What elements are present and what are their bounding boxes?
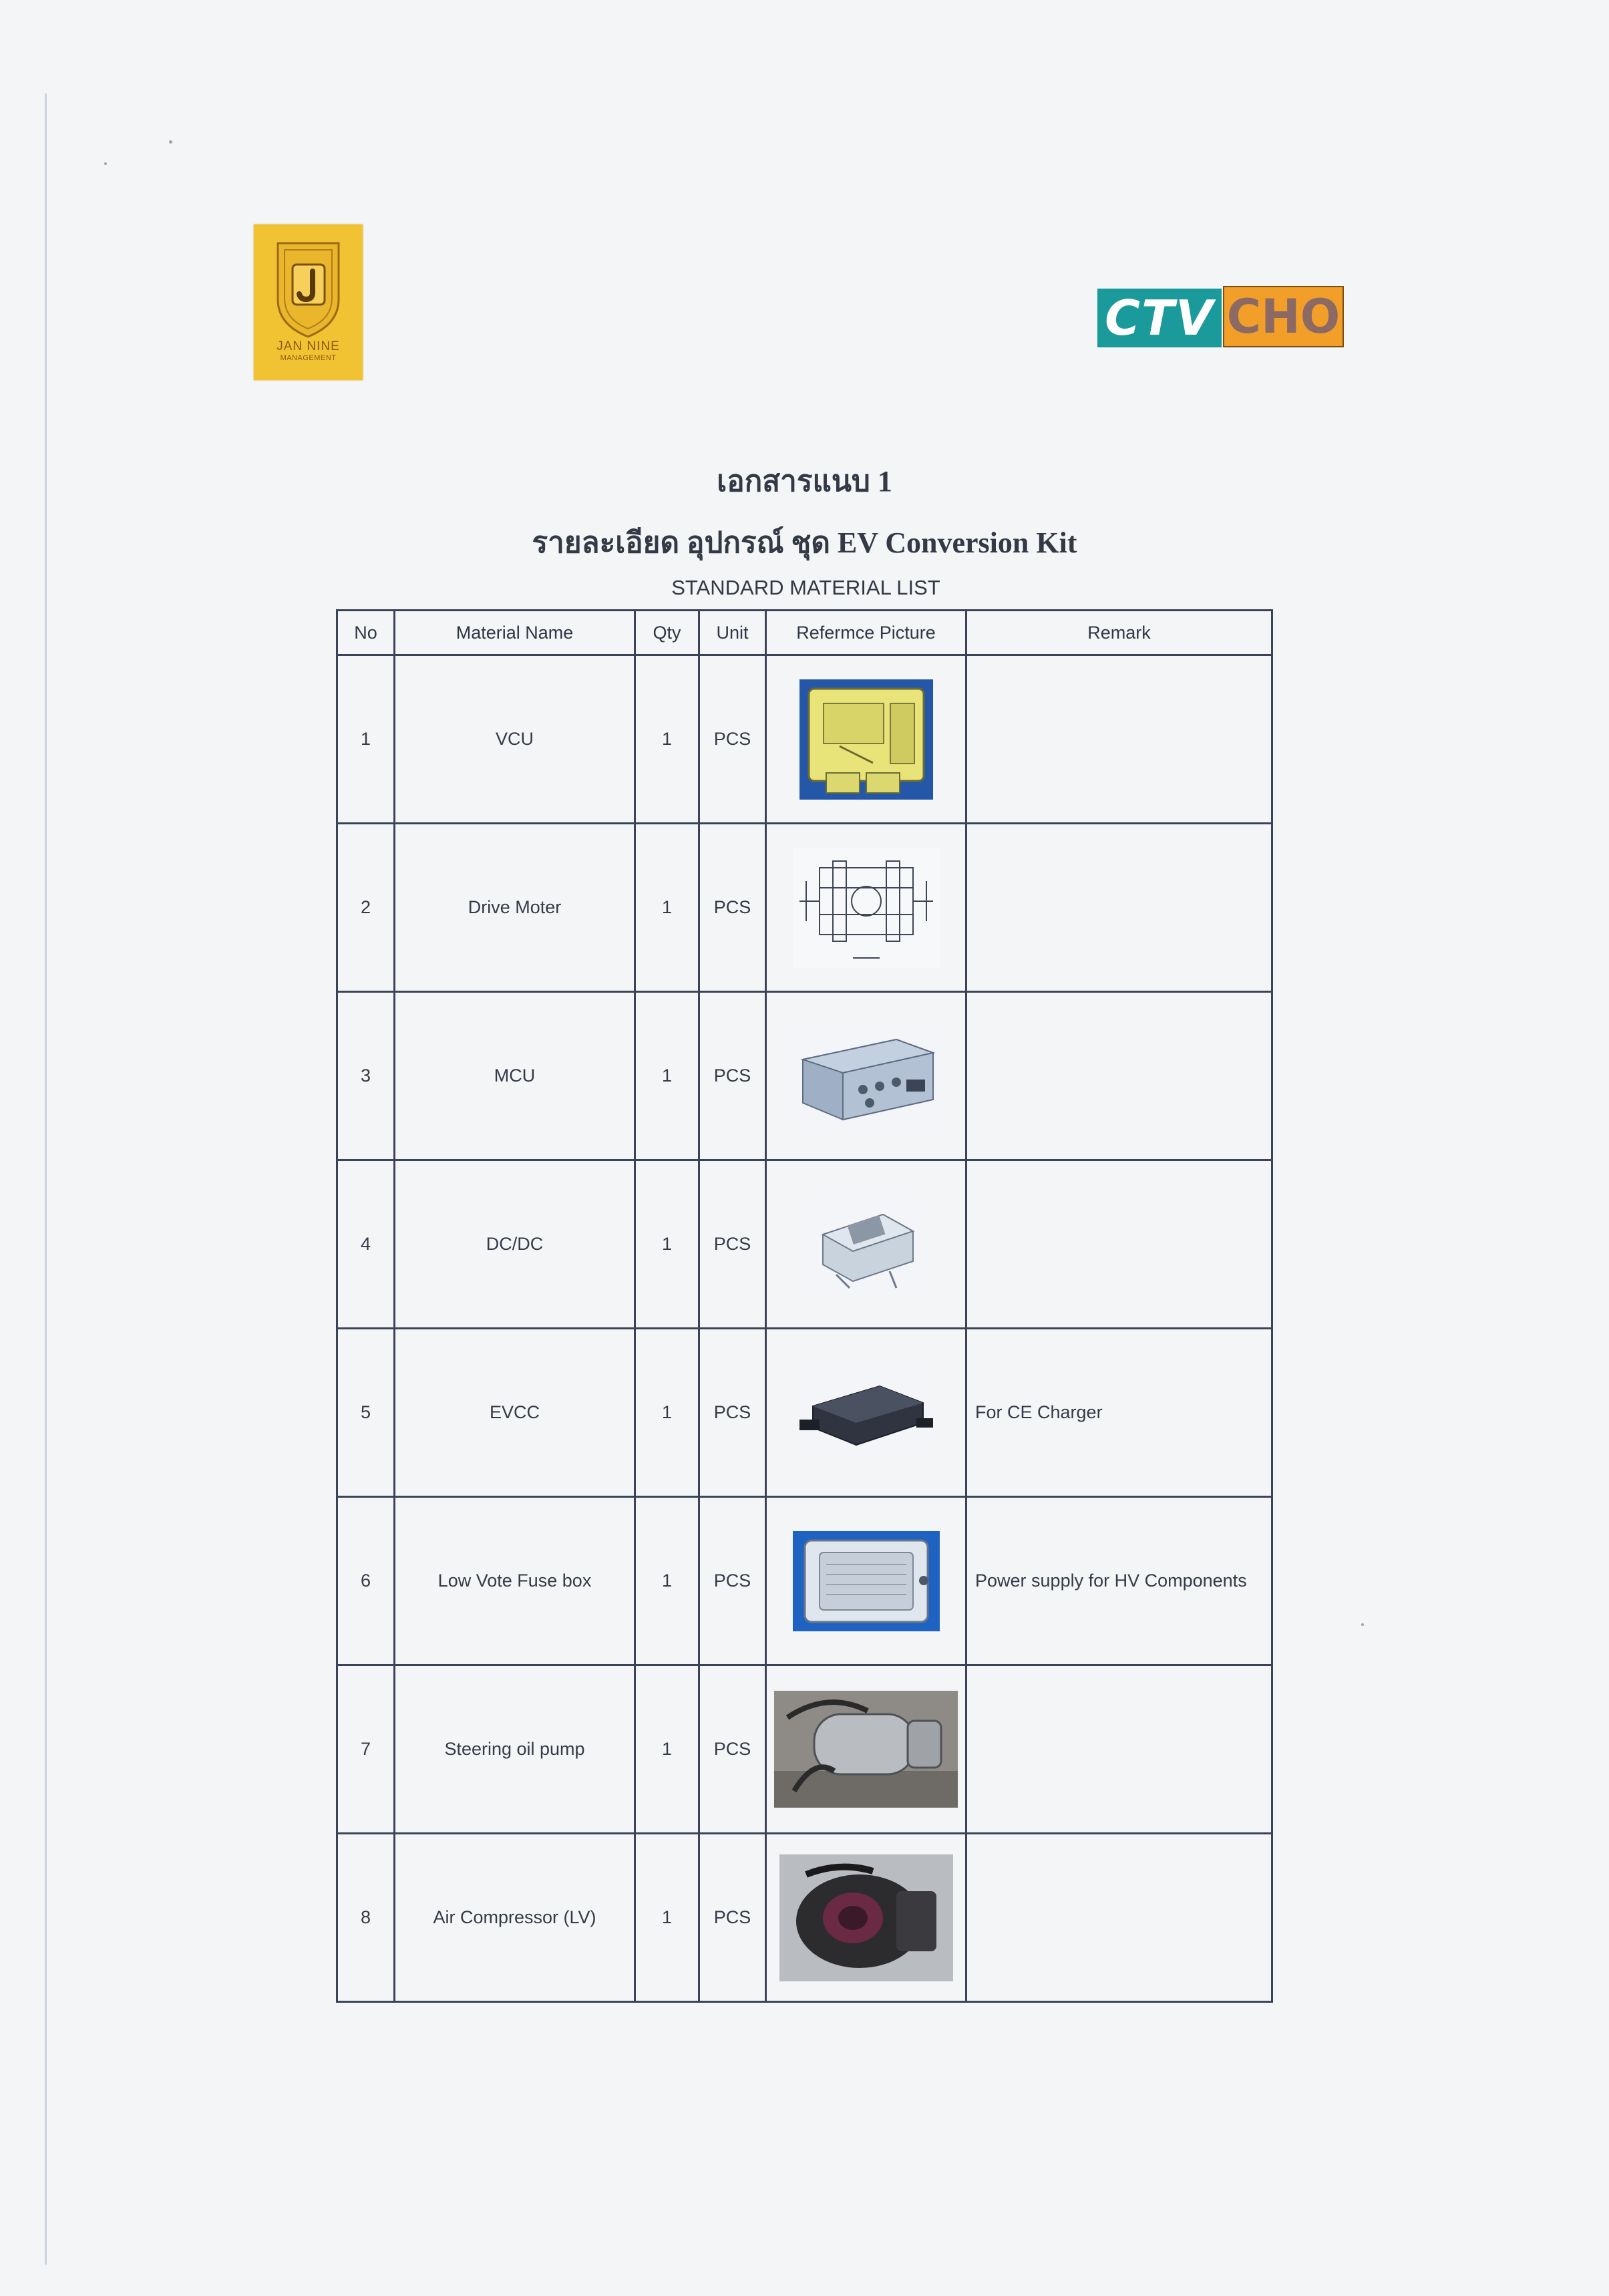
cell-qty: 1 xyxy=(635,1497,699,1665)
cell-unit: PCS xyxy=(699,1160,766,1329)
cell-qty: 1 xyxy=(635,1160,699,1329)
column-header-qty: Qty xyxy=(635,611,699,655)
table-row xyxy=(337,992,1272,1160)
document-title: เอกสารแนบ 1 xyxy=(717,465,892,498)
table-row xyxy=(337,1665,1272,1834)
cell-picture xyxy=(766,824,966,992)
document-heading: รายละเอียด อุปกรณ์ ชุด EV Conversion Kit xyxy=(532,526,1077,559)
cell-picture xyxy=(766,655,966,824)
cell-qty: 1 xyxy=(635,655,699,824)
column-header-material-name: Material Name xyxy=(395,611,635,655)
cell-no: 2 xyxy=(337,824,395,992)
cell-material-name: MCU xyxy=(395,992,635,1160)
table-row xyxy=(337,1834,1272,2002)
drive-motor-drawing xyxy=(793,848,940,968)
column-header-remark: Remark xyxy=(966,611,1272,655)
jan-nine-management-logo xyxy=(254,224,363,380)
dcdc-photo xyxy=(810,1194,923,1295)
cell-material-name: VCU xyxy=(395,655,635,824)
logo-text-jan-nine: JAN NINE xyxy=(277,339,340,353)
cell-unit: PCS xyxy=(699,992,766,1160)
cell-remark: For CE Charger xyxy=(966,1329,1272,1497)
cell-material-name: Air Compressor (LV) xyxy=(395,1834,635,2002)
cell-unit: PCS xyxy=(699,1665,766,1834)
cell-no: 7 xyxy=(337,1665,395,1834)
cell-unit: PCS xyxy=(699,1834,766,2002)
column-header-reference-picture: Refermce Picture xyxy=(766,611,966,655)
cell-no: 4 xyxy=(337,1160,395,1329)
cell-picture xyxy=(766,1160,966,1329)
evcc-photo xyxy=(799,1366,933,1460)
cell-remark xyxy=(966,1160,1272,1329)
table-row xyxy=(337,1329,1272,1497)
scan-speck xyxy=(169,140,172,144)
scan-speck xyxy=(104,162,107,165)
fuse-box-photo xyxy=(793,1531,940,1631)
table-row xyxy=(337,1497,1272,1665)
cell-no: 6 xyxy=(337,1497,395,1665)
cell-qty: 1 xyxy=(635,1329,699,1497)
cell-remark xyxy=(966,655,1272,824)
material-list-table xyxy=(336,609,1273,2003)
mcu-photo xyxy=(789,1026,943,1126)
table-row xyxy=(337,655,1272,824)
cell-material-name: Steering oil pump xyxy=(395,1665,635,1834)
air-compressor-photo xyxy=(779,1854,953,1981)
cell-qty: 1 xyxy=(635,992,699,1160)
cell-remark xyxy=(966,824,1272,992)
cell-no: 3 xyxy=(337,992,395,1160)
ctv-cho-logo xyxy=(1097,286,1347,350)
cell-material-name: DC/DC xyxy=(395,1160,635,1329)
cell-remark: Power supply for HV Components xyxy=(966,1497,1272,1665)
cell-remark xyxy=(966,1834,1272,2002)
table-row xyxy=(337,1160,1272,1329)
document-subtitle: STANDARD MATERIAL LIST xyxy=(671,576,940,599)
column-header-no: No xyxy=(337,611,395,655)
cell-picture xyxy=(766,1497,966,1665)
cell-material-name: Low Vote Fuse box xyxy=(395,1497,635,1665)
cell-material-name: EVCC xyxy=(395,1329,635,1497)
column-header-unit: Unit xyxy=(699,611,766,655)
logo-text-cho: CHO xyxy=(1223,286,1344,347)
cell-no: 5 xyxy=(337,1329,395,1497)
cell-unit: PCS xyxy=(699,1497,766,1665)
cell-unit: PCS xyxy=(699,1329,766,1497)
cell-picture xyxy=(766,1665,966,1834)
cell-remark xyxy=(966,992,1272,1160)
cell-picture xyxy=(766,1834,966,2002)
cell-qty: 1 xyxy=(635,1834,699,2002)
cell-qty: 1 xyxy=(635,1665,699,1834)
cell-qty: 1 xyxy=(635,824,699,992)
cell-remark xyxy=(966,1665,1272,1834)
logo-text-ctv: CTV xyxy=(1097,289,1222,347)
steering-pump-photo xyxy=(774,1691,958,1808)
scan-speck xyxy=(1361,1623,1364,1626)
table-header-row xyxy=(337,611,1272,655)
logo-text-management: MANAGEMENT xyxy=(280,354,337,362)
cell-picture xyxy=(766,1329,966,1497)
vcu-photo xyxy=(799,679,933,800)
cell-picture xyxy=(766,992,966,1160)
scan-margin-line xyxy=(45,94,47,2265)
cell-no: 1 xyxy=(337,655,395,824)
cell-unit: PCS xyxy=(699,824,766,992)
table-row xyxy=(337,824,1272,992)
cell-unit: PCS xyxy=(699,655,766,824)
cell-no: 8 xyxy=(337,1834,395,2002)
cell-material-name: Drive Moter xyxy=(395,824,635,992)
